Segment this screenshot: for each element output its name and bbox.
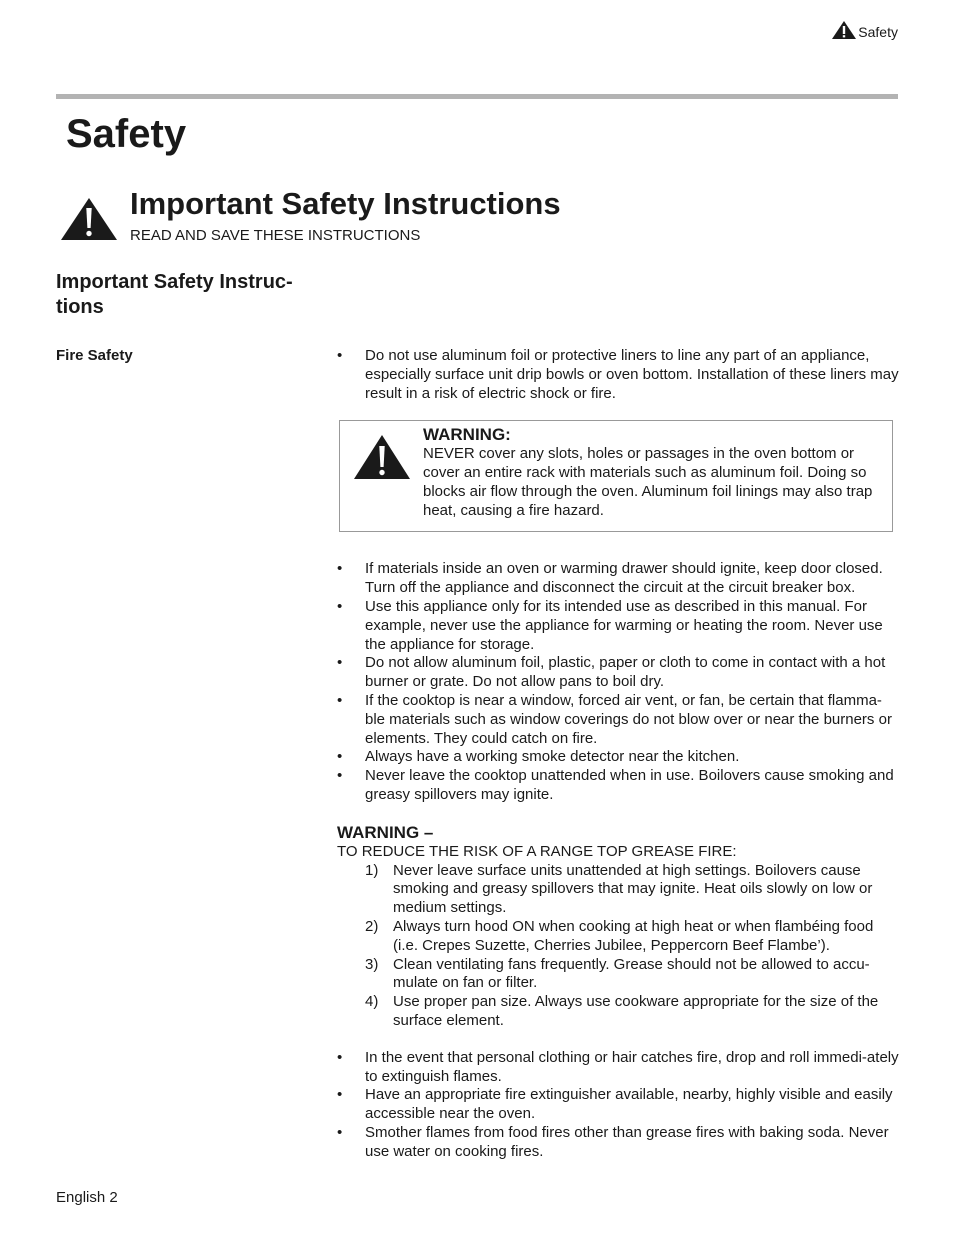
fire-safety-content <box>337 347 899 1162</box>
step-number: 3) <box>365 955 379 973</box>
warning-triangle-icon <box>831 20 857 40</box>
list-item: • Use this appliance only for its intended use as described in this manual. For example, never use the appliance for warming or heating the room. Never use the appliance for storage. <box>337 598 899 654</box>
list-item <box>337 918 899 956</box>
running-header <box>831 20 898 40</box>
step-number: 1) <box>365 861 379 879</box>
step-text: Never leave surface units unattended at high settings. Boilovers cause smoking and greasy spillovers that may ignite. Heat oils slowly on low or medium settings. <box>393 861 873 917</box>
list-item: • If the cooktop is near a window, forced air vent, or fan, be certain that flamma-ble materials such as window coverings do not blow over or near the burners or elements. They could catch on fire. <box>337 692 899 748</box>
step-text: Use proper pan size. Always use cookware appropriate for the size of the surface element. <box>393 993 879 1029</box>
step-number: 4) <box>365 993 379 1011</box>
grease-fire-warning-title: WARNING – <box>337 822 434 842</box>
list-item: • Never leave the cooktop unattended when in use. Boilovers cause smoking and greasy spillovers may ignite. <box>337 767 899 805</box>
running-header-label: Safety <box>858 24 898 40</box>
bullet-list-bottom <box>337 1049 899 1162</box>
list-item: • Do not allow aluminum foil, plastic, paper or cloth to come in contact with a hot burner or grate. Do not allow pans to boil dry. <box>337 654 899 692</box>
spacer <box>337 1031 899 1049</box>
list-item <box>337 956 899 994</box>
warning-box <box>339 420 893 532</box>
step-number: 2) <box>365 917 379 935</box>
list-item: • Have an appropriate fire extinguisher available, nearby, highly visible and easily accessible near the oven. <box>337 1086 899 1124</box>
grease-fire-steps <box>337 862 899 1031</box>
bullet-list-middle <box>337 560 899 804</box>
page-footer: English 2 <box>56 1189 118 1206</box>
warning-triangle-icon <box>353 433 411 481</box>
page-title: Safety <box>66 112 187 156</box>
list-item: • Do not use aluminum foil or protective liners to line any part of an appliance, especially surface unit drip bowls or oven bottom. Installation of these liners may result in a risk of electric shock or fire. <box>337 347 899 403</box>
list-item <box>337 862 899 918</box>
list-item: • Smother flames from food fires other than grease fires with baking soda. Never use water on cooking fires. <box>337 1124 899 1162</box>
list-item: • In the event that personal clothing or hair catches fire, drop and roll immedi-ately to extinguish flames. <box>337 1049 899 1087</box>
list-item: • Always have a working smoke detector near the kitchen. <box>337 748 899 767</box>
section-title: Important Safety Instructions <box>130 186 561 221</box>
header-rule <box>56 94 898 99</box>
warning-box-title: WARNING: <box>423 425 511 445</box>
side-label-fire-safety: Fire Safety <box>56 347 133 364</box>
warning-box-text: NEVER cover any slots, holes or passages in the oven bottom or cover an entire rack with materials such as aluminum foil. Doing so blocks air flow through the oven. Aluminum foil linings may also trap heat, causing a fire hazard. <box>423 445 873 519</box>
section-subtitle: READ AND SAVE THESE INSTRUCTIONS <box>130 227 421 244</box>
list-item: • If materials inside an oven or warming drawer should ignite, keep door closed. Turn off the appliance and disconnect the circuit at the circuit breaker box. <box>337 560 899 598</box>
list-item <box>337 993 899 1031</box>
sub-heading: Important Safety Instruc-tions <box>56 271 293 318</box>
warning-triangle-icon <box>60 196 118 242</box>
step-text: Always turn hood ON when cooking at high heat or when flambéing food (i.e. Crepes Suzette, Cherries Jubilee, Peppercorn Beef Flambe’). <box>393 917 874 954</box>
bullet-list-top <box>337 347 899 403</box>
step-text: Clean ventilating fans frequently. Grease should not be allowed to accu-mulate on fan or filter. <box>393 955 870 992</box>
grease-fire-warning-intro: TO REDUCE THE RISK OF A RANGE TOP GREASE FIRE: <box>337 842 737 860</box>
